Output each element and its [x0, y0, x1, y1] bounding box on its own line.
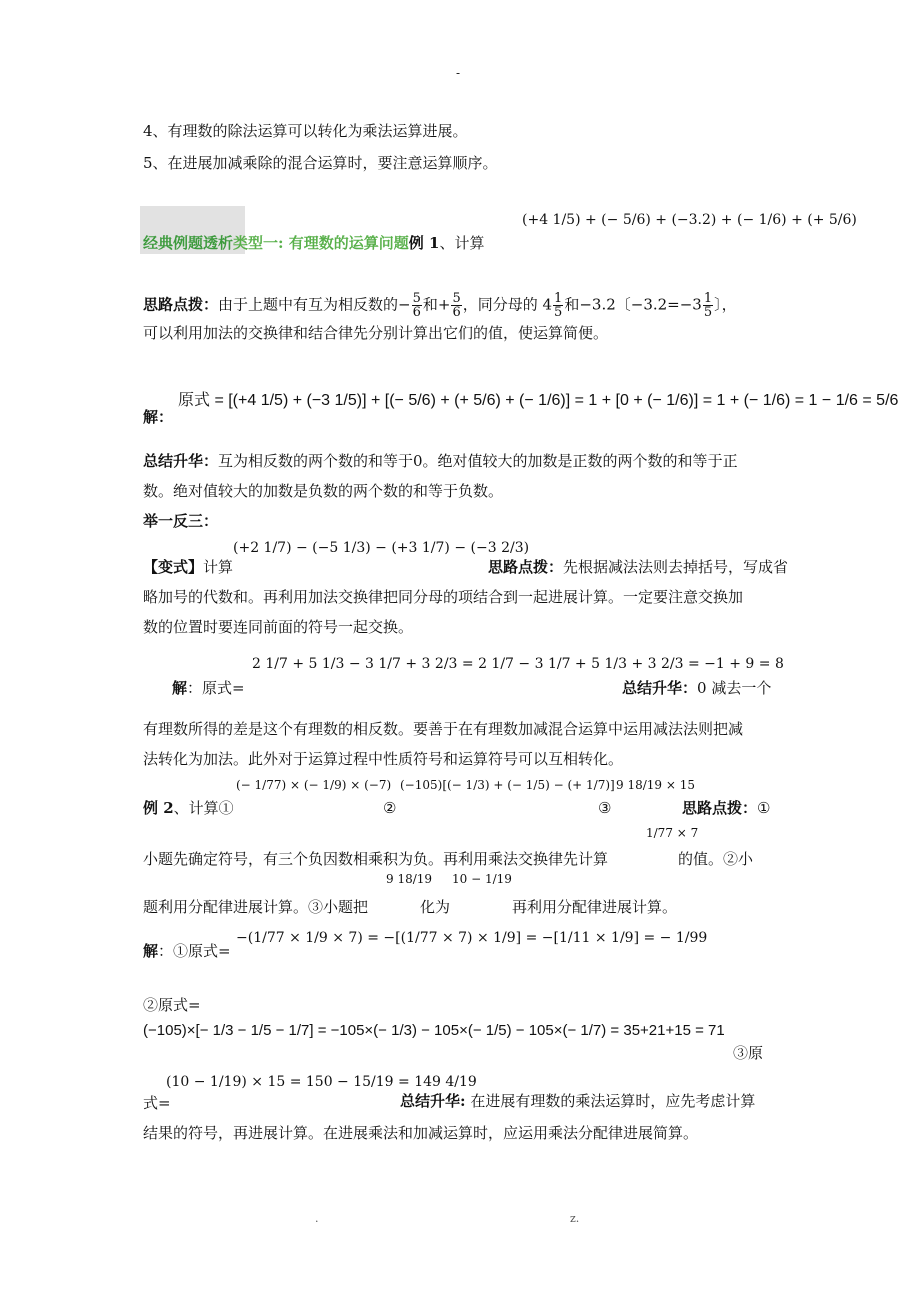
tip-2-line-3: 数的位置时要连同前面的符号一起交换。 [143, 618, 414, 636]
example-2-expr-3: 9 18/19 × 15 [616, 778, 695, 792]
tip-3-c: 题利用分配律进展计算。③小题把 [143, 898, 369, 916]
summary-1-a: 互为相反数的两个数的和等于0。绝对值较大的加数是正数的两个数的和等于正 [218, 452, 738, 470]
variant-tail: 计算 [203, 558, 234, 576]
tip-1-line-2: 可以利用加法的交换律和结合律先分别计算出它们的值，使运算简便。 [143, 324, 609, 342]
tip-3-inline [682, 797, 770, 819]
summary-1-label: 总结升华： [143, 452, 219, 470]
tip-1-frac-b: $\frac{5}{6}$ [452, 291, 461, 320]
solution-4-expression: (−105)×[− 1/3 − 1/5 − 1/7] = −105×(− 1/3) − 105×(− 1/5) − 105×(− 1/7) = 35+21+15 = 71 [143, 1022, 725, 1039]
summary-3-a: 在进展有理数的乘法运算时，应先考虑计算 [465, 1092, 756, 1110]
solution-2-label: 解 [172, 679, 188, 697]
example-1-label: 例 1 [408, 234, 440, 252]
solution-5-label: 式= [143, 1094, 171, 1112]
summary-2-line-3: 法转化为加法。此外对于运算过程中性质符号和运算符号可以互相转化。 [143, 750, 624, 768]
tip-1-d: 和−3.2〔−3.2=−3 [564, 295, 702, 314]
tip-1-label: 思路点拨： [143, 295, 219, 314]
jyfs-heading: 举一反三： [143, 512, 219, 530]
summary-3-line-2: 结果的符号，再进展计算。在进展乘法和加减运算时，应运用乘法分配律进展简算。 [143, 1124, 699, 1142]
solution-1-label: 解： [143, 408, 174, 426]
point-4: 4、有理数的除法运算可以转化为乘法运算进展。 [143, 122, 468, 140]
tip-1-b: 和+ [422, 295, 451, 314]
solution-3-mid: ：①原式= [158, 942, 231, 960]
summary-1-line-2: 数。绝对值较大的加数是负数的两个数的和等于负数。 [143, 482, 504, 500]
tip-1-frac-c: $\frac{1}{5}$ [554, 291, 563, 320]
example-1-heading [143, 232, 860, 254]
example-2-expr-1: (− 1/77) × (− 1/9) × (−7) [236, 778, 392, 792]
solution-2-mid: ：原式= [187, 679, 245, 697]
tip-1-frac-d: $\frac{1}{5}$ [703, 291, 713, 320]
solution-1-expression: 原式 = [(+4 1/5) + (−3 1/5)] + [(− 5/6) + (+ 5/6) + (− 1/6)] = 1 + [0 + (− 1/6)] = 1 + (− 1/6) = 1 − 1/6 = 5/6 [178, 392, 899, 409]
tip-1-e: 〕， [714, 295, 737, 314]
summary-2-line-2: 有理数所得的差是这个有理数的相反数。要善于在有理数加减混合运算中运用减法法则把减 [143, 720, 744, 738]
footer-left: . [315, 1212, 319, 1225]
tip-2-label: 思路点拨： [488, 558, 564, 576]
tip-1-frac-a: $\frac{5}{6}$ [412, 291, 421, 320]
example-2-circle-3: ③ [598, 799, 612, 817]
summary-2-label: 总结升华： [622, 679, 698, 697]
solution-2-expression: 2 1/7 + 5 1/3 − 3 1/7 + 3 2/3 = 2 1/7 − 3 1/7 + 5 1/3 + 3 2/3 = −1 + 9 = 8 [252, 656, 784, 672]
variant-label: 【变式】 [143, 558, 204, 576]
solution-5-expression: (10 − 1/19) × 15 = 150 − 15/19 = 149 4/19 [166, 1074, 477, 1090]
tip-3-label: 思路点拨： [682, 799, 758, 817]
tip-3-a: ① [757, 799, 771, 817]
summary-2-a: 0 减去一个 [697, 679, 772, 697]
summary-3-label: 总结升华: [400, 1092, 466, 1110]
tip-3-c-tail: 再利用分配律进展计算。 [512, 898, 678, 916]
summary-2-inline [622, 677, 771, 699]
tip-3-c-mid: 化为 [420, 898, 451, 916]
summary-1 [143, 450, 860, 472]
tip-3-expr-1: 1/77 × 7 [646, 826, 699, 840]
summary-3-inline [400, 1090, 755, 1112]
footer-right: z. [570, 1212, 580, 1225]
solution-3-expression: −(1/77 × 1/9 × 7) = −[(1/77 × 7) × 1/9] = −[1/11 × 1/9] = − 1/99 [236, 930, 708, 946]
example-2-circle-2: ② [383, 799, 397, 817]
tip-1-c: ，同分母的 4 [462, 295, 553, 314]
tip-2-a: 先根据减法法则去掉括号，写成省 [563, 558, 789, 576]
tip-3-b2: 的值。②小 [678, 850, 754, 868]
solution-3-label: 解 [143, 942, 159, 960]
tip-3-expr-3: 10 − 1/19 [452, 872, 512, 886]
section-title: 经典例题透析 [143, 234, 234, 252]
type-1-title: 类型一: 有理数的运算问题 [233, 234, 409, 252]
tip-3-b: 小题先确定符号，有三个负因数相乘积为负。再利用乘法交换律先计算 [143, 850, 609, 868]
tip-3-expr-2: 9 18/19 [386, 872, 433, 886]
solution-4-label: ②原式= [143, 996, 201, 1014]
tip-3-line-2 [143, 848, 860, 870]
header-mark: - [456, 66, 461, 80]
example-1-expression: (+4 1/5) + (− 5/6) + (−3.2) + (− 1/6) + (+ 5/6) [522, 212, 857, 228]
point-5: 5、在进展加减乘除的混合运算时，要注意运算顺序。 [143, 154, 498, 172]
tip-1 [143, 292, 860, 319]
tip-1-a: 由于上题中有互为相反数的− [218, 295, 411, 314]
example-2-tail: 、计算① [173, 799, 234, 817]
example-2-expr-2: (−105)[(− 1/3) + (− 1/5) − (+ 1/7)] [400, 778, 615, 792]
solution-3-line [143, 940, 860, 962]
variant-expression: (+2 1/7) − (−5 1/3) − (+3 1/7) − (−3 2/3) [233, 540, 530, 556]
example-1-tail: 、计算 [439, 234, 485, 252]
tip-2-line-2: 略加号的代数和。再利用加法交换律把同分母的项结合到一起进展计算。一定要注意交换加 [143, 588, 744, 606]
tip-3-line-3 [143, 896, 860, 918]
solution-4-tail: ③原 [733, 1044, 764, 1062]
example-2-label: 例 2 [143, 799, 174, 817]
variant-line [143, 556, 860, 578]
